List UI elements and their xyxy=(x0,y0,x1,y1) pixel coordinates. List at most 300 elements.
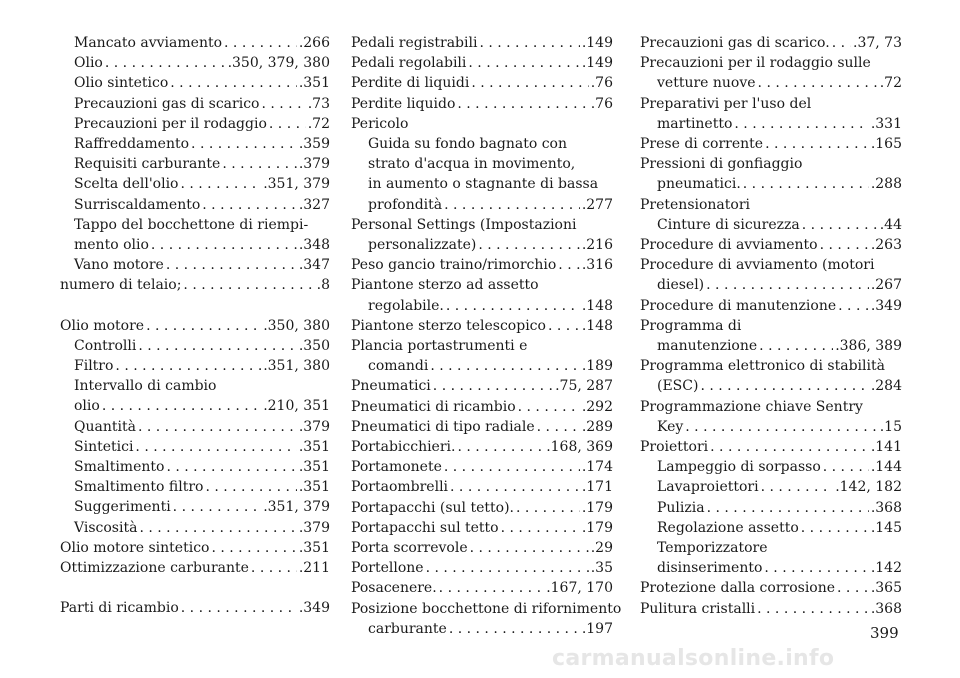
dot-leader xyxy=(761,477,834,497)
index-entry-page-ref: .267 xyxy=(870,277,902,294)
dot-leader xyxy=(102,396,261,416)
index-entry-page-ref: .72 xyxy=(879,75,902,92)
index-entry xyxy=(60,195,330,215)
index-entry-term: martinetto xyxy=(657,115,733,132)
index-entry-term: Pericolo xyxy=(351,115,409,132)
dot-leader xyxy=(446,296,580,316)
index-entry-term: Prese di corrente xyxy=(640,136,764,153)
index-entry xyxy=(60,255,330,275)
index-entry-term: (ESC) xyxy=(657,378,699,395)
index-entry-page-ref: .351, 380 xyxy=(263,358,330,375)
index-entry-term: Procedure di manutenzione xyxy=(640,297,837,314)
index-entry-page-ref: .327 xyxy=(298,196,330,213)
index-entry-term: carburante xyxy=(368,620,447,637)
index-entry xyxy=(640,558,902,578)
index-entry xyxy=(640,154,902,174)
dot-leader xyxy=(700,376,868,396)
index-entry xyxy=(351,376,613,396)
index-entry xyxy=(640,255,902,275)
index-entry-term: Raffreddamento xyxy=(74,136,190,153)
index-entry-term: Portapacchi (sul tetto). xyxy=(351,499,514,516)
index-entry-page-ref: .349 xyxy=(870,297,902,314)
index-entry xyxy=(351,174,613,194)
index-entry-term: Quantità xyxy=(74,418,136,435)
index-entry xyxy=(351,154,613,174)
index-entry xyxy=(60,174,330,194)
index-entry xyxy=(351,578,613,598)
index-entry xyxy=(640,437,902,457)
index-entry-term: diesel) xyxy=(657,277,705,294)
index-entry-term: Sintetici xyxy=(74,438,134,455)
index-entry xyxy=(640,53,902,73)
index-entry-term: Viscosità xyxy=(74,519,138,536)
index-entry-page-ref: .331 xyxy=(870,115,902,132)
index-entry-term: Cinture di sicurezza xyxy=(657,216,800,233)
index-entry-term: Precauzioni gas di scarico xyxy=(74,95,260,112)
index-entry xyxy=(60,134,330,154)
index-entry-page-ref: .359 xyxy=(298,136,330,153)
index-entry xyxy=(351,235,613,255)
dot-leader xyxy=(468,53,579,73)
index-entry xyxy=(351,619,613,639)
index-entry-term: Portaombrelli xyxy=(351,479,449,496)
index-entry-term: Personal Settings (Impostazioni xyxy=(351,216,577,233)
dot-leader xyxy=(261,94,305,114)
dot-leader xyxy=(430,356,579,376)
index-entry-term: Portamonete xyxy=(351,459,442,476)
index-entry-page-ref: .142 xyxy=(870,560,902,577)
index-entry-page-ref: .37, 73 xyxy=(853,35,902,51)
index-entry-term: Portapacchi sul tetto xyxy=(351,519,499,536)
index-entry xyxy=(640,397,902,417)
dot-leader xyxy=(224,33,297,53)
index-column-2 xyxy=(351,33,622,639)
index-entry-term: pneumatici. xyxy=(657,176,741,193)
dot-leader xyxy=(706,275,869,295)
index-entry-term: Surriscaldamento xyxy=(74,196,201,213)
index-entry-term: Parti di ricambio xyxy=(60,600,179,617)
index-entry xyxy=(351,316,613,336)
index-entry xyxy=(640,538,902,558)
index-entry-page-ref: .351 xyxy=(298,479,330,496)
index-entry-page-ref: .189 xyxy=(581,358,613,375)
index-entry-page-ref: .368 xyxy=(870,600,902,617)
index-entry-page-ref: .76 xyxy=(590,95,613,112)
index-entry-page-ref: .168, 369 xyxy=(546,439,613,456)
index-entry-page-ref: .75, 287 xyxy=(555,378,613,395)
index-entry xyxy=(60,417,330,437)
index-entry xyxy=(640,336,902,356)
index-entry xyxy=(60,518,330,538)
index-entry-page-ref: .35 xyxy=(590,560,613,577)
index-entry-term: Portabicchieri. xyxy=(351,439,456,456)
index-entry xyxy=(351,356,613,376)
index-entry-term: Perdite di liquidi xyxy=(351,75,470,92)
index-entry-page-ref: .351 xyxy=(298,459,330,476)
dot-leader xyxy=(765,134,869,154)
index-entry-term: Peso gancio traino/rimorchio xyxy=(351,257,557,274)
index-entry xyxy=(351,255,613,275)
dot-leader xyxy=(138,417,297,437)
dot-leader xyxy=(449,619,580,639)
dot-leader xyxy=(764,558,868,578)
index-entry-term: Procedure di avviamento xyxy=(640,237,818,254)
dot-leader xyxy=(837,578,869,598)
dot-leader xyxy=(710,437,869,457)
dot-leader xyxy=(115,356,261,376)
dot-leader xyxy=(166,457,296,477)
index-entry-term: Key xyxy=(657,418,684,435)
index-entry-term: Regolazione assetto xyxy=(657,519,799,536)
index-entry xyxy=(640,235,902,255)
index-entry-page-ref: .386, 389 xyxy=(835,338,902,355)
dot-leader xyxy=(170,73,297,93)
dot-leader xyxy=(801,518,869,538)
index-entry xyxy=(640,215,902,235)
index-entry-page-ref: .368 xyxy=(870,499,902,516)
index-entry xyxy=(351,518,613,538)
index-entry-page-ref: .8 xyxy=(316,277,330,294)
index-entry-term: olio xyxy=(74,398,100,415)
dot-leader xyxy=(743,174,869,194)
index-entry-term: mento olio xyxy=(74,237,149,254)
dot-leader xyxy=(444,457,580,477)
index-entry-term: personalizzate) xyxy=(368,237,477,254)
index-entry-term: Vano motore xyxy=(74,257,164,274)
index-entry xyxy=(351,296,613,316)
index-entry xyxy=(60,53,330,73)
dot-leader xyxy=(166,255,297,275)
index-entry-term: Pedali regolabili xyxy=(351,55,467,72)
dot-leader xyxy=(820,235,869,255)
index-entry xyxy=(351,437,613,457)
index-entry-page-ref: .284 xyxy=(870,378,902,395)
index-entry-page-ref: .292 xyxy=(581,398,613,415)
index-entry-term: Smaltimento filtro xyxy=(74,479,204,496)
index-entry-page-ref: .149 xyxy=(581,55,613,72)
dot-leader xyxy=(707,498,869,518)
index-entry xyxy=(351,94,613,114)
dot-leader xyxy=(734,114,868,134)
index-entry xyxy=(351,73,613,93)
index-entry-term: Portellone xyxy=(351,560,424,577)
index-entry-term: Porta scorrevole xyxy=(351,540,468,557)
dot-leader xyxy=(205,477,296,497)
index-entry-page-ref: .379 xyxy=(298,519,330,536)
dot-leader xyxy=(251,558,297,578)
index-entry-page-ref: .266 xyxy=(298,35,330,51)
dot-leader xyxy=(138,336,296,356)
index-column-3 xyxy=(640,33,902,619)
index-entry-term: Olio motore xyxy=(60,317,145,334)
dot-leader xyxy=(457,437,544,457)
index-entry-term: Programma elettronico di stabilità xyxy=(640,358,885,375)
index-entry-term: Pneumatici di tipo radiale xyxy=(351,418,535,435)
index-entry-page-ref: .210, 351 xyxy=(263,398,330,415)
index-entry-page-ref: .179 xyxy=(581,519,613,536)
dot-leader xyxy=(757,599,869,619)
index-entry-term: Posacenere. xyxy=(351,580,437,597)
index-entry-term: in aumento o stagnante di bassa xyxy=(368,176,599,193)
index-entry xyxy=(60,73,330,93)
index-entry xyxy=(640,114,902,134)
index-entry-page-ref: .197 xyxy=(581,620,613,637)
index-entry-page-ref: .171 xyxy=(581,479,613,496)
index-column-1 xyxy=(60,33,330,618)
dot-leader xyxy=(146,316,261,336)
index-entry xyxy=(640,316,902,336)
index-entry xyxy=(60,396,330,416)
dot-leader xyxy=(758,73,878,93)
index-entry xyxy=(351,558,613,578)
dot-leader xyxy=(426,558,589,578)
index-entry xyxy=(60,437,330,457)
index-entry-term: Olio xyxy=(74,55,103,72)
index-entry-term: Requisiti carburante xyxy=(74,156,221,173)
index-entry-page-ref: .348 xyxy=(298,237,330,254)
dot-leader xyxy=(823,457,869,477)
dot-leader xyxy=(181,598,297,618)
index-entry xyxy=(640,457,902,477)
index-entry-term: Protezione dalla corrosione xyxy=(640,580,836,597)
site-watermark: carmanualsonline.info xyxy=(552,646,835,671)
index-entry-page-ref: .148 xyxy=(581,297,613,314)
index-entry xyxy=(351,417,613,437)
dot-leader xyxy=(139,518,296,538)
index-entry-term: Programma di xyxy=(640,317,742,334)
index-entry-page-ref: .351 xyxy=(298,539,330,556)
dot-leader xyxy=(180,174,261,194)
index-entry-page-ref: .263 xyxy=(870,237,902,254)
dot-leader xyxy=(838,296,869,316)
index-entry-page-ref: .174 xyxy=(581,459,613,476)
index-entry-term: disinserimento xyxy=(657,560,763,577)
dot-leader xyxy=(516,498,580,518)
index-entry xyxy=(640,356,902,376)
dot-leader xyxy=(222,154,297,174)
index-entry-term: Plancia portastrumenti e xyxy=(351,338,528,355)
dot-leader xyxy=(558,255,580,275)
dot-leader xyxy=(151,235,297,255)
index-entry xyxy=(60,457,330,477)
index-entry xyxy=(351,599,622,619)
index-entry-term: Pneumatici di ricambio xyxy=(351,398,516,415)
index-entry-term: Pulizia xyxy=(657,499,705,516)
index-entry-term: Controlli xyxy=(74,337,137,354)
index-entry-term: Suggerimenti xyxy=(74,499,171,516)
dot-leader xyxy=(191,134,297,154)
dot-leader xyxy=(269,114,306,134)
dot-leader xyxy=(548,316,580,336)
index-entry-term: Olio motore sintetico xyxy=(60,539,210,556)
dot-leader xyxy=(471,73,588,93)
index-entry-term: Pressioni di gonfiaggio xyxy=(640,156,803,173)
dot-leader xyxy=(685,417,877,437)
index-entry-page-ref: .29 xyxy=(590,540,613,557)
index-entry xyxy=(640,275,902,295)
index-entry-page-ref: .379 xyxy=(298,418,330,435)
index-entry-page-ref: .141 xyxy=(870,439,902,456)
dot-leader xyxy=(444,195,580,215)
index-entry xyxy=(351,336,613,356)
index-entry-term: vetture nuove xyxy=(657,75,756,92)
index-entry-term: Lavaproiettori xyxy=(657,479,759,496)
index-entry-term: Ottimizzazione carburante xyxy=(60,560,249,577)
index-entry xyxy=(60,94,330,114)
dot-leader xyxy=(518,397,580,417)
index-entry xyxy=(60,376,330,396)
index-entry-page-ref: .179 xyxy=(581,499,613,516)
index-entry-term: Posizione bocchettone di rifornimento xyxy=(351,600,622,617)
index-entry-term: profondità xyxy=(368,196,443,213)
index-entry xyxy=(351,33,613,53)
index-entry xyxy=(640,73,902,93)
index-entry-page-ref: .379 xyxy=(298,156,330,173)
index-entry xyxy=(60,114,330,134)
index-entry xyxy=(640,174,902,194)
dot-leader xyxy=(537,417,580,437)
index-entry-page-ref: .350, 380 xyxy=(263,317,330,334)
dot-leader xyxy=(832,33,851,53)
dot-leader xyxy=(183,275,314,295)
dot-leader xyxy=(135,437,296,457)
index-entry-term: Perdite liquido xyxy=(351,95,456,112)
dot-leader xyxy=(470,538,589,558)
index-entry-page-ref: .350 xyxy=(298,337,330,354)
index-entry-page-ref: .347 xyxy=(298,257,330,274)
index-entry-page-ref: .351 xyxy=(298,75,330,92)
index-entry-page-ref: .167, 170 xyxy=(546,580,613,597)
dot-leader xyxy=(211,538,296,558)
index-entry xyxy=(60,497,330,517)
index-entry xyxy=(640,498,902,518)
index-entry xyxy=(640,417,902,437)
index-entry-term: Olio sintetico xyxy=(74,75,169,92)
index-entry xyxy=(640,477,902,497)
index-entry-term: Intervallo di cambio xyxy=(74,378,217,395)
index-entry xyxy=(60,154,330,174)
index-entry xyxy=(60,275,330,295)
index-entry xyxy=(60,558,330,578)
index-entry-term: Piantone sterzo ad assetto xyxy=(351,277,539,294)
dot-leader xyxy=(433,376,553,396)
index-entry xyxy=(60,538,330,558)
index-entry xyxy=(640,518,902,538)
index-entry xyxy=(351,397,613,417)
index-entry-page-ref: .351 xyxy=(298,438,330,455)
index-entry-term: Precauzioni per il rodaggio xyxy=(74,115,267,132)
index-entry xyxy=(351,538,613,558)
index-entry-term: Mancato avviamento xyxy=(74,35,223,51)
index-entry xyxy=(351,477,613,497)
dot-leader xyxy=(173,497,262,517)
index-entry xyxy=(60,215,330,235)
index-entry-page-ref: .165 xyxy=(870,136,902,153)
dot-leader xyxy=(759,336,833,356)
index-entry-page-ref: .351, 379 xyxy=(263,499,330,516)
dot-leader xyxy=(105,53,226,73)
index-entry xyxy=(640,599,902,619)
index-entry xyxy=(640,134,902,154)
index-entry xyxy=(60,477,330,497)
index-entry xyxy=(351,457,613,477)
index-entry-page-ref: .316 xyxy=(581,257,613,274)
index-entry xyxy=(640,94,902,114)
index-entry-page-ref: .350, 379, 380 xyxy=(227,55,330,72)
index-entry-page-ref: .73 xyxy=(307,95,330,112)
dot-leader xyxy=(202,195,297,215)
index-entry xyxy=(60,598,330,618)
index-entry-term: Piantone sterzo telescopico xyxy=(351,317,546,334)
index-entry-term: comandi xyxy=(368,358,429,375)
index-entry-term: Tappo del bocchettone di riempi- xyxy=(74,216,309,233)
index-entry-term: Pneumatici xyxy=(351,378,431,395)
index-entry xyxy=(351,215,613,235)
index-entry xyxy=(351,114,613,134)
index-entry-term: Procedure di avviamento (motori xyxy=(640,257,875,274)
index-entry xyxy=(351,134,613,154)
index-entry-page-ref: .288 xyxy=(870,176,902,193)
index-entry xyxy=(60,316,330,336)
index-entry-term: Pedali registrabili xyxy=(351,35,478,51)
index-entry xyxy=(60,356,330,376)
index-entry xyxy=(640,376,902,396)
dot-leader xyxy=(478,235,579,255)
dot-leader xyxy=(439,578,545,598)
index-entry xyxy=(351,195,613,215)
index-entry-term: Precauzioni per il rodaggio sulle xyxy=(640,55,871,72)
dot-leader xyxy=(450,477,580,497)
index-entry-term: Lampeggio di sorpasso xyxy=(657,459,821,476)
index-entry-page-ref: .142, 182 xyxy=(835,479,902,496)
index-entry-term: manutenzione xyxy=(657,338,758,355)
page-number: 399 xyxy=(870,624,899,642)
index-entry-term: Pretensionatori xyxy=(640,196,751,213)
index-entry-term: Programmazione chiave Sentry xyxy=(640,398,863,415)
index-entry-term: Preparativi per l'uso del xyxy=(640,95,812,112)
index-entry-term: Guida su fondo bagnato con xyxy=(368,136,567,153)
index-entry xyxy=(351,53,613,73)
index-entry-page-ref: .44 xyxy=(879,216,902,233)
dot-leader xyxy=(457,94,588,114)
index-entry xyxy=(640,578,902,598)
index-entry-term: numero di telaio; xyxy=(60,277,182,294)
index-entry-term: Scelta dell'olio xyxy=(74,176,179,193)
index-entry-term: regolabile. xyxy=(368,297,444,314)
index-entry-page-ref: .216 xyxy=(581,237,613,254)
index-entry xyxy=(60,336,330,356)
index-entry-page-ref: .15 xyxy=(879,418,902,435)
index-entry-page-ref: .365 xyxy=(870,580,902,597)
dot-leader xyxy=(802,215,878,235)
index-entry-page-ref: .144 xyxy=(870,459,902,476)
index-entry-page-ref: .289 xyxy=(581,418,613,435)
index-entry-page-ref: .211 xyxy=(298,560,330,577)
index-entry-page-ref: .148 xyxy=(581,317,613,334)
index-entry xyxy=(351,275,613,295)
index-entry xyxy=(60,33,330,53)
index-entry-page-ref: .277 xyxy=(581,196,613,213)
index-entry-page-ref: .349 xyxy=(298,600,330,617)
dot-leader xyxy=(501,518,580,538)
index-entry-page-ref: .72 xyxy=(307,115,330,132)
index-entry-term: Pulitura cristalli xyxy=(640,600,756,617)
index-entry-term: Proiettori xyxy=(640,439,709,456)
index-entry xyxy=(640,195,902,215)
index-entry-page-ref: .149 xyxy=(581,35,613,51)
index-entry xyxy=(60,235,330,255)
index-entry xyxy=(640,296,902,316)
